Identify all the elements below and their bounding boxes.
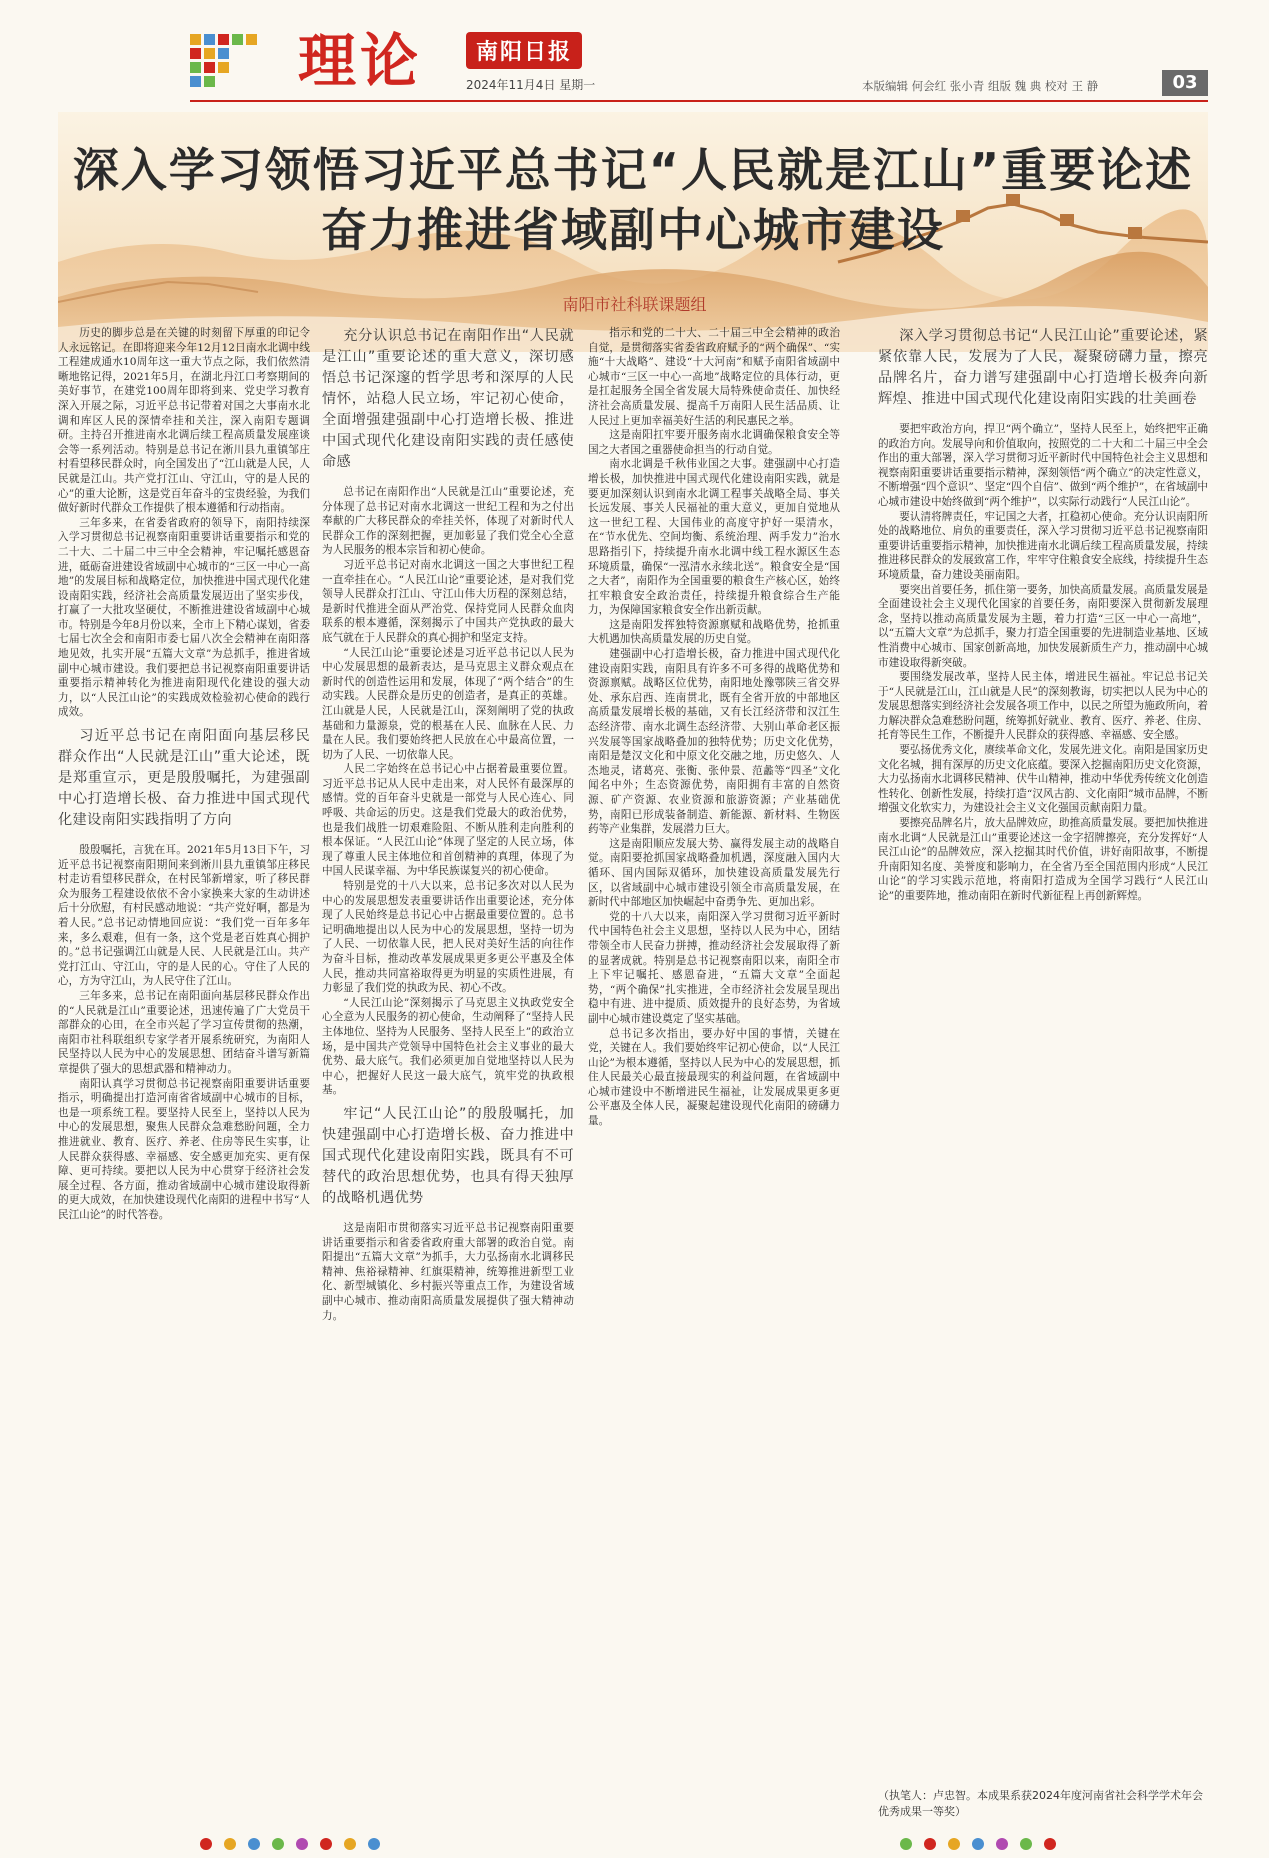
paragraph: “人民江山论”重要论述是习近平总书记以人民为中心发展思想的最新表达，是马克思主义群众观点在新时代的创造性运用和发展，体现了“两个结合”的生动实践。人民群众是历史的创造者，是真正的英雄。江山就是人民，人民就是江山，深刻阐明了党的执政基础和力量源泉，党的根基在人民、血脉在人民、力量在人民。我们要始终把人民放在心中最高位置，一切为了人民、一切依靠人民。 xyxy=(322,646,574,761)
column-3 xyxy=(588,326,840,1836)
subheading-3: 牢记“人民江山论”的殷殷嘱托，加快建强副中心打造增长极、奋力推进中国式现代化建设南阳实践，既具有不可替代的政治思想优势，也具有得天独厚的战略机遇优势 xyxy=(322,1105,574,1206)
issue-date: 2024年11月4日 星期一 xyxy=(466,78,596,92)
editors-credit: 本版编辑 何会红 张小青 组版 魏 典 校对 王 静 xyxy=(862,79,1099,93)
paragraph: “人民江山论”深刻揭示了马克思主义执政党安全心全意为人民服务的初心使命，生动阐释了“坚持人民主体地位、坚持为人民服务、坚持人民至上”的政治立场，是中国共产党领导中国特色社会主义事业的最大优势、最大底气。我们必须更加自觉地坚持以人民为中心，把握好人民这一最大底气，筑牢党的执政根基。 xyxy=(322,996,574,1097)
paragraph: 殷殷嘱托，言犹在耳。2021年5月13日下午，习近平总书记视察南阳期间来到淅川县九重镇邹庄移民村走访看望移民群众，在村民邹新增家，听了移民群众为服务工程建设依依不舍小家换来大家的生动讲述后十分欣慰，有村民感动地说：“共产党好啊，都是为着人民。”总书记动情地回应说：“我们党一百年多年来，多么艰难，但有一条，这个党是老百姓真心拥护的。”总书记强调江山就是人民、人民就是江山。共产党打江山、守江山，守的是人民的心。守住了人民的心，方为守江山，为人民守住了江山。 xyxy=(58,844,310,988)
paragraph: 要擦亮品牌名片，放大品牌效应，助推高质量发展。要把加快推进南水北调“人民就是江山”重要论述这一金字招牌擦亮，充分发挥好“人民江山论”的品牌效应，深入挖掘其时代价值，讲好南阳故事，不断提升南阳知名度、美誉度和影响力，在全省乃至全国范围内形成“人民江山论”的学习实践示范地，将南阳打造成为全国学习践行“人民江山论”的重要阵地，推动南阳在新时代新征程上再创新辉煌。 xyxy=(878,817,1208,902)
byline: 南阳市社科联课题组 xyxy=(562,295,707,314)
column-1 xyxy=(58,326,310,1836)
paragraph: 人民二字始终在总书记心中占据着最重要位置。习近平总书记从人民中走出来，对人民怀有最深厚的感情。党的百年奋斗史就是一部党与人民心连心、同呼吸、共命运的历史。这是我们党最大的政治优势，也是我们战胜一切艰难险阻、不断从胜利走向胜利的根本保证。“人民江山论”体现了坚定的人民立场，体现了尊重人民主体地位和首创精神的真理，体现了为中国人民谋幸福、为中华民族谋复兴的初心使命。 xyxy=(322,763,574,878)
paragraph: 习近平总书记对南水北调这一国之大事世纪工程一直牵挂在心。“人民江山论”重要论述，是对我们党领导人民群众打江山、守江山伟大历程的深刻总结，是新时代推进全面从严治党、保持党同人民群众血肉联系的根本遵循，深刻揭示了中国共产党执政的最大底气就在于人民群众的真心拥护和坚定支持。 xyxy=(322,558,574,644)
paragraph: 要围绕发展改革，坚持人民主体，增进民生福祉。牢记总书记关于“人民就是江山，江山就是人民”的深刻教诲，切实把以人民为中心的发展思想落实到经济社会发展各项工作中，以民之所望为施政所向，着力解决群众急难愁盼问题，统筹抓好就业、教育、医疗、养老、住房、托育等民生工作，不断提升人民群众的获得感、幸福感、安全感。 xyxy=(878,671,1208,742)
paragraph: 这是南阳发挥独特资源禀赋和战略优势，抢抓重大机遇加快高质量发展的历史自觉。 xyxy=(588,618,840,646)
paragraph: 建强副中心打造增长极，奋力推进中国式现代化建设南阳实践，南阳具有许多不可多得的战略优势和资源禀赋。战略区位优势，南阳地处豫鄂陕三省交界处、承东启西、连南贯北，既有全省开放的中部地区高质量发展增长极的基础，又有长江经济带和汉江生态经济带、南水北调生态经济带、大别山革命老区振兴发展等国家战略叠加的独特优势；历史文化优势，南阳是楚汉文化和中原文化交融之地，历史悠久、人杰地灵，诸葛亮、张衡、张仲景、范蠡等“四圣”文化闻名中外；生态资源优势，南阳拥有丰富的自然资源、矿产资源、农业资源和旅游资源；产业基础优势，南阳已形成装备制造、新能源、新材料、生物医药等产业集群，发展潜力巨大。 xyxy=(588,648,840,836)
paragraph: 指示和党的二十大、二十届三中全会精神的政治自觉，是贯彻落实省委省政府赋予的“两个确保”、“实施“十大战略”、建设“十大河南”和赋予南阳省域副中心城市“三区一中心一高地”战略定位的具体行动，更是扛起服务全国全省发展大局特殊使命责任、加快经济社会高质量发展、提高千万南阳人民生活品质、让人民过上更加幸福美好生活的利民惠民之举。 xyxy=(588,327,840,427)
paper-logo: 南阳日报 xyxy=(466,32,582,69)
page-number: 03 xyxy=(1162,70,1208,96)
paragraph: 特别是党的十八大以来，总书记多次对以人民为中心的发展思想发表重要讲话作出重要论述，充分体现了人民始终是总书记心中占据最重要位置的。总书记明确地提出以人民为中心的发展思想，坚持一切为了人民、一切依靠人民，把人民对美好生活的向往作为奋斗目标，推动改革发展成果更多更公平惠及全体人民，推动共同富裕取得更为明显的实质性进展，有力彰显了我们党的执政为民、初心不改。 xyxy=(322,880,574,995)
paragraph: 这是南阳顺应发展大势、赢得发展主动的战略自觉。南阳要抢抓国家战略叠加机遇，深度融入国内大循环、国内国际双循环，加快建设高质量发展先行区，以省域副中心城市建设引领全市高质量发展，在新时代中部地区加快崛起中奋勇争先、更加出彩。 xyxy=(588,837,840,909)
header-rule xyxy=(190,100,1208,102)
headline-banner xyxy=(58,112,1208,352)
paragraph: 党的十八大以来，南阳深入学习贯彻习近平新时代中国特色社会主义思想，坚持以人民为中心，团结带领全市人民奋力拼搏，推动经济社会发展取得了新的显著成就。特别是总书记视察南阳以来，南阳全市上下牢记嘱托、感恩奋进，“五篇大文章”全面起势，“两个确保”扎实推进，全市经济社会发展呈现出稳中有进、进中提质、质效提升的良好态势，为省域副中心城市建设奠定了坚实基础。 xyxy=(588,910,840,1025)
paragraph: 要突出首要任务，抓住第一要务，加快高质量发展。高质量发展是全面建设社会主义现代化国家的首要任务，南阳要深入贯彻新发展理念，坚持以推动高质量发展为主题，着力打造“三区一中心一高地”，以“五篇大文章”为总抓手，聚力打造全国重要的先进制造业基地、区域性消费中心城市、国家创新高地，加快发展新质生产力，推动副中心城市建设取得新突破。 xyxy=(878,583,1208,669)
headline-line-1: 深入学习领悟习近平总书记“人民就是江山”重要论述 xyxy=(72,143,1194,197)
paragraph: 要认清将牌责任，牢记国之大者，扛稳初心使命。充分认识南阳所处的战略地位、肩负的重要责任，深入学习贯彻习近平总书记视察南阳重要讲话重要指示精神，加快推进南水北调后续工程高质量发展，持续推进移民群众的发展致富工作，牢牢守住粮食安全底线，持续提升生态环境质量，奋力建设美丽南阳。 xyxy=(878,510,1208,581)
paragraph: 这是南阳扛牢要开服务南水北调确保粮食安全等国之大者国之重器使命担当的行动自觉。 xyxy=(588,429,840,456)
paragraph: 南阳认真学习贯彻总书记视察南阳重要讲话重要指示，明确提出打造河南省省域副中心城市的目标，也是一项系统工程。要坚持人民至上，坚持以人民为中心的发展思想，聚焦人民群众急难愁盼问题，全力推进就业、教育、医疗、养老、住房等民生实事，让人民群众获得感、幸福感、安全感更加充实、更有保障、更可持续。要把以人民为中心贯穿于经济社会发展全过程、各方面，推动省域副中心城市建设取得新的更大成效，在加快建设现代化南阳的进程中书写“人民江山论”的时代答卷。 xyxy=(58,1077,310,1221)
masthead xyxy=(0,0,1269,110)
paragraph: 总书记在南阳作出“人民就是江山”重要论述，充分体现了总书记对南水北调这一世纪工程和为之付出奉献的广大移民群众的牵挂关怀，体现了对新时代人民群众工作的深刻把握，更加彰显了我们党全心全意为人民服务的根本宗旨和初心使命。 xyxy=(322,486,574,557)
author-footnote: （执笔人：卢忠智。本成果系获2024年度河南省社会科学学术年会优秀成果一等奖） xyxy=(878,1789,1203,1818)
subheading-4: 深入学习贯彻总书记“人民江山论”重要论述，紧紧依靠人民，发展为了人民，凝聚磅礴力量，擦亮品牌名片，奋力谱写建强副中心打造增长极奔向新辉煌、推进中国式现代化建设南阳实践的壮美画卷 xyxy=(878,328,1208,407)
decorative-squares xyxy=(190,34,280,104)
paragraph: 三年多来，在省委省政府的领导下，南阳持续深入学习贯彻总书记视察南阳重要讲话重要指示和党的二十大、二十届二中三中全会精神，牢记嘱托感恩奋进，砥砺奋进建设省域副中心城市的“三区一中心一高地”的发展目标和战略定位，加快推进中国式现代化建设南阳实践，经济社会高质量发展迈出了坚实步伐，打赢了一大批攻坚硬仗，不断推进建设省域副中心城市。特别是今年8月份以来，全市上下精心谋划，省委七届七次全会和南阳市委七届八次全会精神在南阳落地见效，扎实开展“五篇大文章”为总抓手，推进省域副中心城市建设。我们要把总书记视察南阳重要讲话重要指示精神转化为推进南阳现代化建设的强大动力，以“人民江山论”的实践成效检验初心使命的践行成效。 xyxy=(58,516,310,719)
headline-line-2: 奋力推进省域副中心城市建设 xyxy=(321,203,945,257)
paragraph: 总书记多次指出，要办好中国的事情，关键在党，关键在人。我们要始终牢记初心使命，以“人民江山论”为根本遵循，坚持以人民为中心的发展思想，抓住人民最关心最直接最现实的利益问题，在省域副中心城市建设中不断增进民生福祉，让发展成果更多更公平惠及全体人民，凝聚起建设现代化南阳的磅礴力量。 xyxy=(588,1027,840,1128)
paragraph: 历史的脚步总是在关键的时刻留下厚重的印记令人永远铭记。在即将迎来今年12月12日南水北调中线工程建成通水10周年这一重大节点之际，我们依然清晰地铭记得，2021年5月，在湖北丹江口考察期间的美好事节，在建党100周年即将到来、党史学习教育深入开展之际，习近平总书记带着对国之大事南水北调和库区人民的深情牵挂和关注，深入南阳专题调研。主持召开推进南水北调后续工程高质量发展座谈会等一系列活动。特别是总书记在淅川县九重镇邹庄村看望移民群众时，向全国发出了“江山就是人民，人民就是江山。共产党打江山、守江山，守的是人民的心”的重大论断，这是党百年奋斗的宝贵经验，为我们做好新时代群众工作提供了根本遵循和行动指南。 xyxy=(58,327,310,515)
column-2 xyxy=(322,326,574,1836)
paragraph: 要弘扬优秀文化，赓续革命文化，发展先进文化。南阳是国家历史文化名城，拥有深厚的历史文化底蕴。要深入挖掘南阳历史文化资源，大力弘扬南水北调移民精神、伏牛山精神，推动中华优秀传统文化创造性转化、创新性发展，持续打造“汉风古韵、文化南阳”城市品牌，不断增强文化软实力，为建设社会主义文化强国贡献南阳力量。 xyxy=(878,744,1208,815)
section-title: 理论 xyxy=(298,27,423,95)
decorative-dots xyxy=(200,1838,1080,1852)
paragraph: 这是南阳市贯彻落实习近平总书记视察南阳重要讲话重要指示和省委省政府重大部署的政治自觉。南阳提出“五篇大文章”为抓手，大力弘扬南水北调移民精神、焦裕禄精神、红旗渠精神，统筹推进新型工业化、新型城镇化、乡村振兴等重点工作，为建设省域副中心城市、推动南阳高质量发展提供了强大精神动力。 xyxy=(322,1221,574,1322)
paragraph: 南水北调是千秋伟业国之大事。建强副中心打造增长极，加快推进中国式现代化建设南阳实践，就是要更加深刻认识到南水北调工程事关战略全局、事关长远发展、事关人民福祉的重大意义，更加自觉地从这一世纪工程、大国伟业的高度守护好一渠清水，在“节水优先、空间均衡、系统治理、两手发力”治水思路指引下，持续提升南水北调中线工程水源区生态环境质量，确保“一泓清水永续北送”。粮食安全是“国之大者”，南阳作为全国重要的粮食生产核心区，始终扛牢粮食安全政治责任，持续提升粮食综合生产能力，为保障国家粮食安全作出新贡献。 xyxy=(588,458,840,617)
paragraph: 要把牢政治方向，捍卫“两个确立”，坚持人民至上，始终把牢正确的政治方向。发展导向和价值取向，按照党的二十大和二十届三中全会作出的重大部署，深入学习贯彻习近平新时代中国特色社会主义思想和视察南阳重要讲话重要指示精神，深刻领悟“两个确立”的决定性意义，不断增强“四个意识”、坚定“四个自信”、做到“两个维护”，在省域副中心城市建设中始终做到“两个维护”，以实际行动践行“人民江山论”。 xyxy=(878,423,1208,508)
column-4 xyxy=(878,326,1208,1781)
paragraph: 三年多来，总书记在南阳面向基层移民群众作出的“人民就是江山”重要论述，迅速传遍了广大党员干部群众的心田，在全市兴起了学习宣传贯彻的热潮，南阳市社科联组织专家学者开展系统研究，为南阳人民坚持以人民为中心的发展思想、团结奋斗谱写新篇章提供了强大的思想武器和精神动力。 xyxy=(58,989,310,1075)
subheading-2: 充分认识总书记在南阳作出“人民就是江山”重要论述的重大意义，深切感悟总书记深邃的哲学思考和深厚的人民情怀，站稳人民立场，牢记初心使命，全面增强建强副中心打造增长极、推进中国式现代化建设南阳实践的责任感使命感 xyxy=(322,328,574,470)
subheading-1: 习近平总书记在南阳面向基层移民群众作出“人民就是江山”重大论述，既是郑重宣示，更是殷殷嘱托，为建强副中心打造增长极、奋力推进中国式现代化建设南阳实践指明了方向 xyxy=(58,728,310,829)
